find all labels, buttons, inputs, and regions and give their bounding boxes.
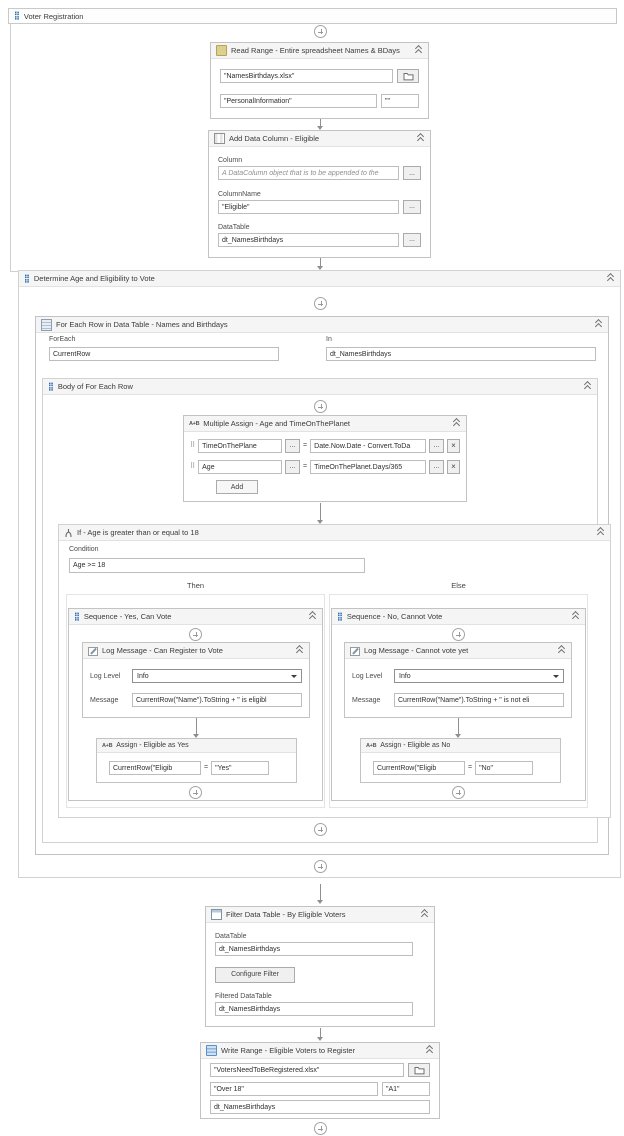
add-data-column-title: Add Data Column - Eligible (229, 134, 320, 143)
columnname-ellipsis-button[interactable]: ... (403, 200, 421, 214)
log-message-header[interactable] (83, 643, 309, 659)
assign-yes-title: Assign - Eligible as Yes (116, 742, 189, 749)
assign-icon: A+B (366, 742, 377, 749)
body-of-for-each-title: Body of For Each Row (57, 382, 133, 391)
ellipsis-button[interactable]: ... (285, 439, 300, 453)
drag-handle-icon[interactable]: ⠿ (190, 463, 196, 470)
collapse-icon[interactable] (414, 46, 423, 55)
collapse-icon[interactable] (571, 612, 580, 621)
log-level-value: Info (137, 672, 149, 680)
log-message-icon (350, 646, 360, 656)
equals-sign: = (303, 442, 308, 450)
multiple-assign-title: Multiple Assign - Age and TimeOnThePlanet (203, 419, 351, 428)
determine-age-title: Determine Age and Eligibility to Vote (33, 274, 155, 283)
excel-write-icon (206, 1045, 217, 1056)
sequence-title: Voter Registration (23, 11, 84, 21)
collapse-icon[interactable] (583, 382, 592, 391)
message-label: Message (90, 696, 119, 704)
workbook-path-input[interactable]: "VotersNeedToBeRegistered.xlsx" (210, 1063, 404, 1077)
sequence-no-title: Sequence - No, Cannot Vote (346, 612, 443, 621)
assign-icon: A+B (102, 742, 113, 749)
assign-no-header[interactable] (361, 739, 560, 753)
connector-arrow (192, 718, 201, 738)
collapse-icon[interactable] (452, 419, 461, 428)
sequence-icon: ⣿ (24, 273, 30, 283)
drag-handle-icon[interactable]: ⠿ (190, 442, 196, 450)
log-message-title: Log Message - Can Register to Vote (102, 646, 223, 655)
dropdown-caret-icon (553, 675, 559, 678)
sequence-yes-title: Sequence - Yes, Can Vote (83, 612, 172, 621)
else-label: Else (451, 581, 466, 590)
ellipsis-button[interactable]: ... (429, 439, 444, 453)
log-message-title: Log Message - Cannot vote yet (364, 646, 469, 655)
for-each-row-header[interactable] (36, 317, 608, 333)
log-level-label: Log Level (352, 672, 383, 680)
connector-arrow (316, 1028, 325, 1041)
datatable-label: DataTable (215, 933, 247, 941)
collapse-icon[interactable] (416, 134, 425, 143)
log-level-label: Log Level (90, 672, 121, 680)
activity-log-message-cannot-vote[interactable] (344, 642, 572, 718)
body-of-for-each-header[interactable] (43, 379, 597, 395)
sequence-icon: ⣿ (14, 11, 20, 20)
collapse-icon[interactable] (606, 274, 615, 283)
message-input[interactable]: CurrentRow("Name").ToString + " is eligibl (132, 693, 302, 707)
multiple-assign-header[interactable] (184, 416, 466, 432)
connector-arrow (316, 503, 325, 524)
add-activity-button[interactable] (189, 628, 202, 641)
sheet-name-input[interactable]: "Over 18" (210, 1082, 378, 1096)
folder-icon (403, 72, 414, 81)
cell-input[interactable]: "A1" (382, 1082, 430, 1096)
range-input[interactable]: "" (381, 94, 419, 108)
datatable-input[interactable]: dt_NamesBirthdays (215, 942, 413, 956)
if-branch-icon (64, 528, 73, 538)
add-activity-button[interactable] (189, 786, 202, 799)
assign-value-input[interactable]: Date.Now.Date - Convert.ToDa (310, 439, 426, 453)
equals-sign: = (303, 463, 308, 470)
message-label: Message (352, 696, 381, 704)
assign-to-input[interactable]: Age (198, 460, 282, 474)
add-activity-button[interactable] (314, 297, 327, 310)
if-title: If - Age is greater than or equal to 18 (77, 528, 199, 537)
assign-value-input[interactable]: TimeOnThePlanet.Days/365 (310, 460, 426, 474)
determine-age-header[interactable] (19, 271, 620, 287)
datatable-ellipsis-button[interactable]: ... (403, 233, 421, 247)
activity-assign-eligible-no[interactable] (360, 738, 561, 783)
log-level-value: Info (399, 672, 411, 680)
ellipsis-button[interactable]: ... (285, 460, 300, 474)
foreach-input[interactable]: CurrentRow (49, 347, 279, 361)
activity-multiple-assign[interactable] (183, 415, 467, 502)
condition-input[interactable]: Age >= 18 (69, 558, 365, 573)
activity-log-message-can-register[interactable] (82, 642, 310, 718)
sequence-yes-header[interactable] (69, 609, 322, 625)
collapse-icon[interactable] (596, 528, 605, 537)
assign-icon: A+B (189, 420, 200, 427)
configure-filter-button[interactable]: Configure Filter (215, 967, 295, 983)
column-input[interactable]: A DataColumn object that is to be appended to the (218, 166, 399, 180)
log-level-select[interactable] (132, 669, 302, 683)
workbook-path-input[interactable]: "NamesBirthdays.xlsx" (220, 69, 393, 83)
assign-to-input[interactable]: TimeOnThePlane (198, 439, 282, 453)
log-message-header[interactable] (345, 643, 571, 659)
delete-row-button[interactable]: × (447, 460, 460, 474)
activity-assign-eligible-yes[interactable] (96, 738, 297, 783)
browse-folder-button[interactable] (397, 69, 419, 83)
activity-add-data-column[interactable] (208, 130, 431, 258)
assign-row (190, 460, 460, 474)
sequence-icon: ⣿ (74, 611, 80, 621)
add-activity-button[interactable] (314, 860, 327, 873)
collapse-icon[interactable] (420, 910, 429, 919)
activity-write-range[interactable] (200, 1042, 440, 1119)
sequence-voter-registration[interactable] (8, 8, 617, 24)
for-each-row-title: For Each Row in Data Table - Names and Birthdays (56, 320, 228, 329)
container-edge (10, 24, 11, 271)
equals-sign: = (204, 764, 209, 771)
activity-read-range[interactable] (210, 42, 429, 119)
filter-data-table-header[interactable] (206, 907, 434, 923)
connector-arrow (316, 258, 325, 270)
write-range-header[interactable] (201, 1043, 439, 1059)
add-data-column-header[interactable] (209, 131, 430, 147)
sequence-icon: ⣿ (337, 611, 343, 621)
condition-label: Condition (69, 546, 99, 553)
dropdown-caret-icon (291, 675, 297, 678)
add-activity-button[interactable] (314, 25, 327, 38)
foreach-label: ForEach (49, 336, 76, 343)
then-label: Then (186, 581, 205, 590)
column-label: Column (218, 157, 243, 165)
filter-table-icon (211, 909, 222, 920)
delete-row-button[interactable]: × (447, 439, 460, 453)
message-input[interactable]: CurrentRow("Name").ToString + " is not eli (394, 693, 564, 707)
browse-folder-button[interactable] (408, 1063, 430, 1077)
connector-arrow (316, 119, 325, 130)
in-input[interactable]: dt_NamesBirthdays (326, 347, 596, 361)
assign-to-input[interactable]: CurrentRow("Eligib (109, 761, 201, 775)
sequence-icon: ⣿ (48, 381, 54, 391)
excel-read-icon (216, 45, 227, 56)
connector-arrow (316, 884, 325, 904)
columnname-input[interactable]: "Eligible" (218, 200, 399, 214)
equals-sign: = (468, 764, 473, 771)
log-message-icon (88, 646, 98, 656)
sheet-name-input[interactable]: "PersonalInformation" (220, 94, 377, 108)
assign-to-input[interactable]: CurrentRow("Eligib (373, 761, 465, 775)
add-activity-button[interactable] (314, 1122, 327, 1135)
add-activity-button[interactable] (452, 628, 465, 641)
columnname-label: ColumnName (218, 190, 261, 198)
in-label: In (326, 336, 332, 343)
add-activity-button[interactable] (314, 823, 327, 836)
filtered-datatable-input[interactable]: dt_NamesBirthdays (215, 1002, 413, 1016)
collapse-icon[interactable] (594, 320, 603, 329)
filter-data-table-title: Filter Data Table - By Eligible Voters (226, 910, 346, 919)
assign-value-input[interactable]: "Yes" (211, 761, 269, 775)
add-activity-button[interactable] (452, 786, 465, 799)
collapse-icon[interactable] (295, 646, 304, 655)
assign-yes-header[interactable] (97, 739, 296, 753)
collapse-icon[interactable] (557, 646, 566, 655)
add-column-icon (214, 133, 225, 144)
log-level-select[interactable] (394, 669, 564, 683)
assign-no-title: Assign - Eligible as No (380, 742, 451, 749)
folder-icon (414, 1066, 425, 1075)
ellipsis-button[interactable]: ... (429, 460, 444, 474)
add-activity-button[interactable] (314, 400, 327, 413)
foreach-row-icon (41, 319, 52, 331)
datatable-input[interactable]: dt_NamesBirthdays (218, 233, 399, 247)
connector-arrow (454, 718, 463, 738)
write-range-title: Write Range - Eligible Voters to Register (221, 1046, 356, 1055)
read-range-header[interactable] (211, 43, 428, 59)
if-header[interactable] (59, 525, 610, 541)
add-row-button[interactable]: Add (216, 480, 258, 494)
filtered-datatable-label: Filtered DataTable (215, 992, 272, 1000)
activity-filter-data-table[interactable] (205, 906, 435, 1027)
read-range-title: Read Range - Entire spreadsheet Names & BDays (231, 46, 400, 55)
assign-row (190, 439, 460, 453)
datatable-input[interactable]: dt_NamesBirthdays (210, 1100, 430, 1114)
collapse-icon[interactable] (308, 612, 317, 621)
sequence-no-header[interactable] (332, 609, 585, 625)
collapse-icon[interactable] (425, 1046, 434, 1055)
datatable-label: DataTable (218, 223, 250, 231)
column-ellipsis-button[interactable]: ... (403, 166, 421, 180)
assign-value-input[interactable]: "No" (475, 761, 533, 775)
